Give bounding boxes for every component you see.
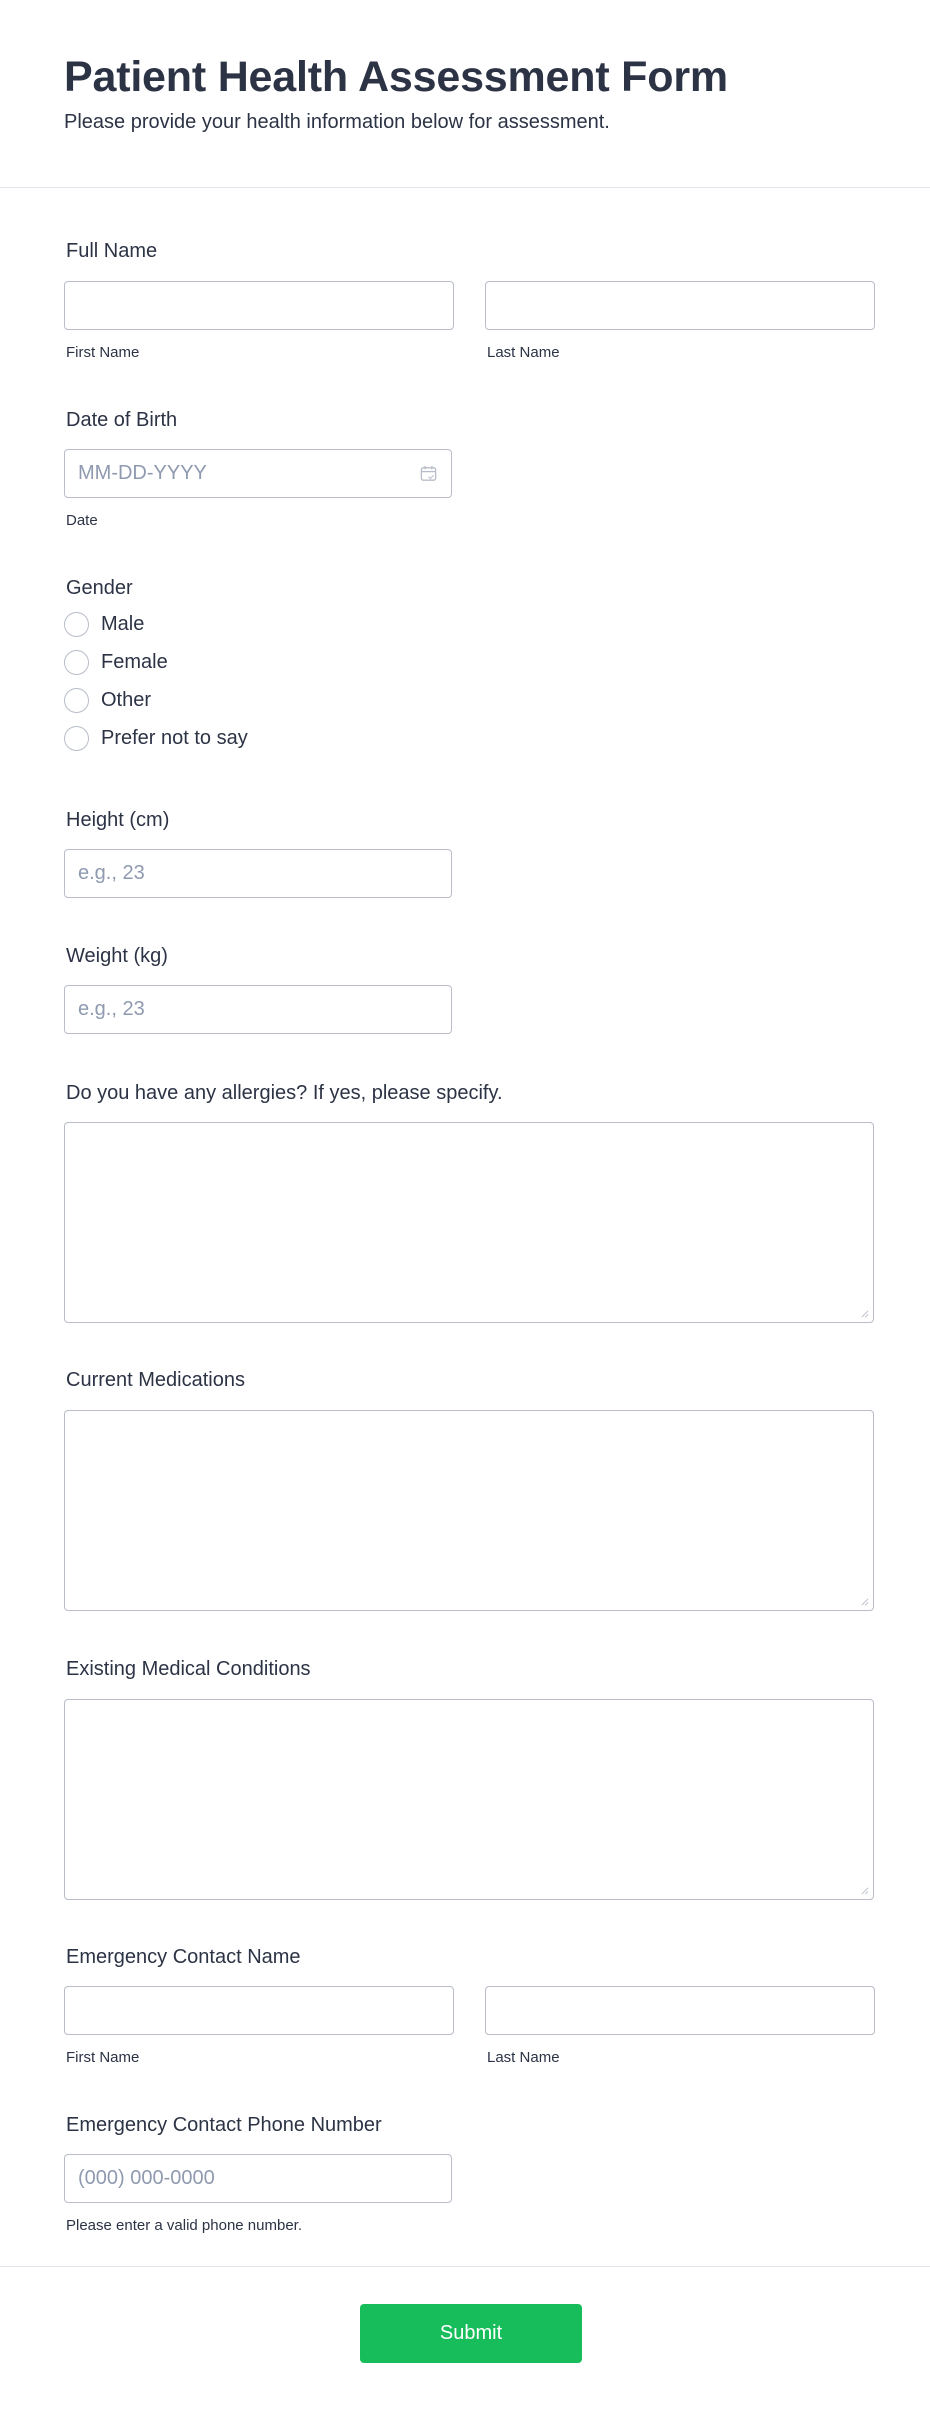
dob-input[interactable]	[64, 449, 452, 498]
height-label: Height (cm)	[66, 809, 170, 831]
last-name-sublabel: Last Name	[487, 344, 560, 361]
conditions-label: Existing Medical Conditions	[66, 1658, 311, 1680]
dob-label: Date of Birth	[66, 409, 178, 431]
emergency-name-field	[64, 1944, 875, 2067]
emergency-last-name-input[interactable]	[485, 1986, 875, 2035]
weight-placeholder: e.g., 23	[78, 998, 145, 1020]
height-input[interactable]	[64, 849, 452, 898]
weight-input[interactable]	[64, 985, 452, 1034]
gender-radio-group	[64, 605, 248, 757]
emergency-first-name-input[interactable]	[64, 1986, 454, 2035]
conditions-textarea[interactable]	[64, 1699, 874, 1900]
gender-option-other[interactable]	[64, 681, 248, 719]
submit-button[interactable]: Submit	[360, 2304, 582, 2363]
gender-option-prefer-not[interactable]	[64, 719, 248, 757]
gender-option-label: Prefer not to say	[101, 726, 248, 749]
height-placeholder: e.g., 23	[78, 862, 145, 884]
medications-textarea[interactable]	[64, 1410, 874, 1611]
resize-grip-icon[interactable]	[860, 1597, 869, 1606]
resize-grip-icon[interactable]	[860, 1886, 869, 1895]
last-name-input[interactable]	[485, 281, 875, 330]
first-name-input[interactable]	[64, 281, 454, 330]
form-title: Patient Health Assessment Form	[64, 53, 728, 101]
gender-field	[64, 575, 248, 757]
emergency-phone-placeholder: (000) 000-0000	[78, 2167, 215, 2189]
emergency-name-label: Emergency Contact Name	[66, 1946, 301, 1968]
medications-label: Current Medications	[66, 1369, 245, 1391]
weight-field	[64, 943, 452, 1034]
allergies-field	[64, 1080, 874, 1323]
dob-placeholder: MM-DD-YYYY	[78, 462, 207, 484]
emergency-phone-input[interactable]	[64, 2154, 452, 2203]
emergency-last-name-sublabel: Last Name	[487, 2049, 560, 2066]
full-name-field	[64, 238, 875, 362]
calendar-icon[interactable]	[419, 464, 438, 483]
resize-grip-icon[interactable]	[860, 1309, 869, 1318]
dob-field	[64, 407, 452, 530]
medications-field	[64, 1367, 874, 1611]
emergency-phone-field	[64, 2112, 452, 2235]
full-name-label: Full Name	[66, 240, 158, 262]
conditions-field	[64, 1656, 874, 1900]
gender-option-label: Other	[101, 688, 152, 711]
emergency-first-name-sublabel: First Name	[66, 2049, 140, 2066]
first-name-sublabel: First Name	[66, 344, 140, 361]
height-field	[64, 807, 452, 898]
allergies-label: Do you have any allergies? If yes, please specify.	[66, 1082, 503, 1104]
radio-circle-icon[interactable]	[64, 612, 89, 637]
gender-option-female[interactable]	[64, 643, 248, 681]
gender-label: Gender	[66, 577, 133, 599]
gender-option-male[interactable]	[64, 605, 248, 643]
allergies-textarea[interactable]	[64, 1122, 874, 1323]
gender-option-label: Female	[101, 650, 168, 673]
emergency-phone-label: Emergency Contact Phone Number	[66, 2114, 382, 2136]
dob-sublabel: Date	[66, 512, 98, 529]
radio-circle-icon[interactable]	[64, 726, 89, 751]
form-subtitle: Please provide your health information below for assessment.	[64, 111, 610, 133]
footer-divider	[0, 2266, 930, 2267]
radio-circle-icon[interactable]	[64, 688, 89, 713]
weight-label: Weight (kg)	[66, 945, 168, 967]
radio-circle-icon[interactable]	[64, 650, 89, 675]
gender-option-label: Male	[101, 612, 145, 635]
emergency-phone-help: Please enter a valid phone number.	[66, 2217, 302, 2234]
form-header	[0, 0, 930, 188]
